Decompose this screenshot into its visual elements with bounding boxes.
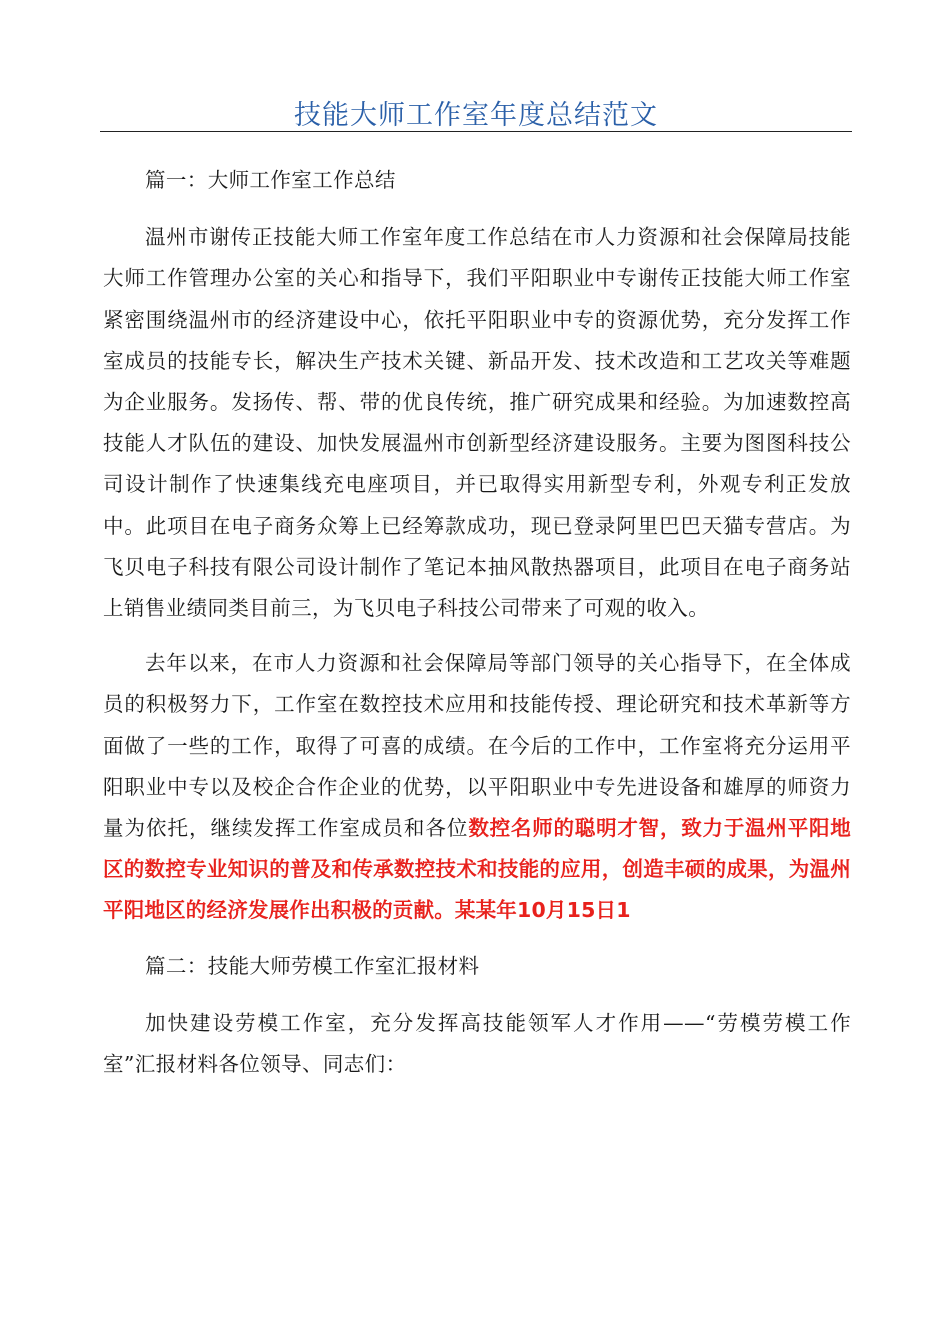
document-body (103, 160, 851, 1099)
section-2-heading: 篇二：技能大师劳模工作室汇报材料 (145, 953, 480, 978)
section-1-heading: 篇一：大师工作室工作总结 (145, 168, 396, 192)
document-title: 技能大师工作室年度总结范文 (294, 100, 658, 131)
section-1-closing-paragraph (103, 643, 851, 931)
section-1-paragraph-1: 温州市谢传正技能大师工作室年度工作总结在市人力资源和社会保障局技能大师工作管理办公室的关心和指导下，我们平阳职业中专谢传正技能大师工作室紧密围绕温州市的经济建设中心，依托平阳职业中专的资源优势，充分发挥工作室成员的技能专长，解决生产技术关键、新品开发、技术改造和工艺攻关等难题为企业服务。发扬传、帮、带的优良传统，推广研究成果和经验。为加速数控高技能人才队伍的建设、加快发展温州市创新型经济建设服务。主要为图图科技公司设计制作了快速集线充电座项目，并已取得实用新型专利，外观专利正发放中。此项目在电子商务众筹上已经筹款成功，现已登录阿里巴巴天猫专营店。为飞贝电子科技有限公司设计制作了笔记本抽风散热器项目，此项目在电子商务站上销售业绩同类目前三，为飞贝电子科技公司带来了可观的收入。 (103, 225, 851, 621)
closing-highlighted-text: 数控名师的聪明才智，致力于温州平阳地区的数控专业知识的普及和传承数控技术和技能的应用，创造丰硕的成果，为温州平阳地区的经济发展作出积极的贡献。某某年10月15日1 (103, 816, 851, 923)
section-2-paragraph-1: 加快建设劳模工作室，充分发挥高技能领军人才作用——“劳模劳模工作室”汇报材料各位领导、同志们： (103, 1010, 851, 1077)
title-underline (100, 131, 852, 132)
closing-plain-text: 去年以来，在市人力资源和社会保障局等部门领导的关心指导下，在全体成员的积极努力下，工作室在数控技术应用和技能传授、理论研究和技术革新等方面做了一些的工作，取得了可喜的成绩。在今后的工作中，工作室将充分运用平阳职业中专以及校企合作企业的优势，以平阳职业中专先进设备和雄厚的师资力量为依托，继续发挥工作室成员和各位 (103, 651, 851, 841)
